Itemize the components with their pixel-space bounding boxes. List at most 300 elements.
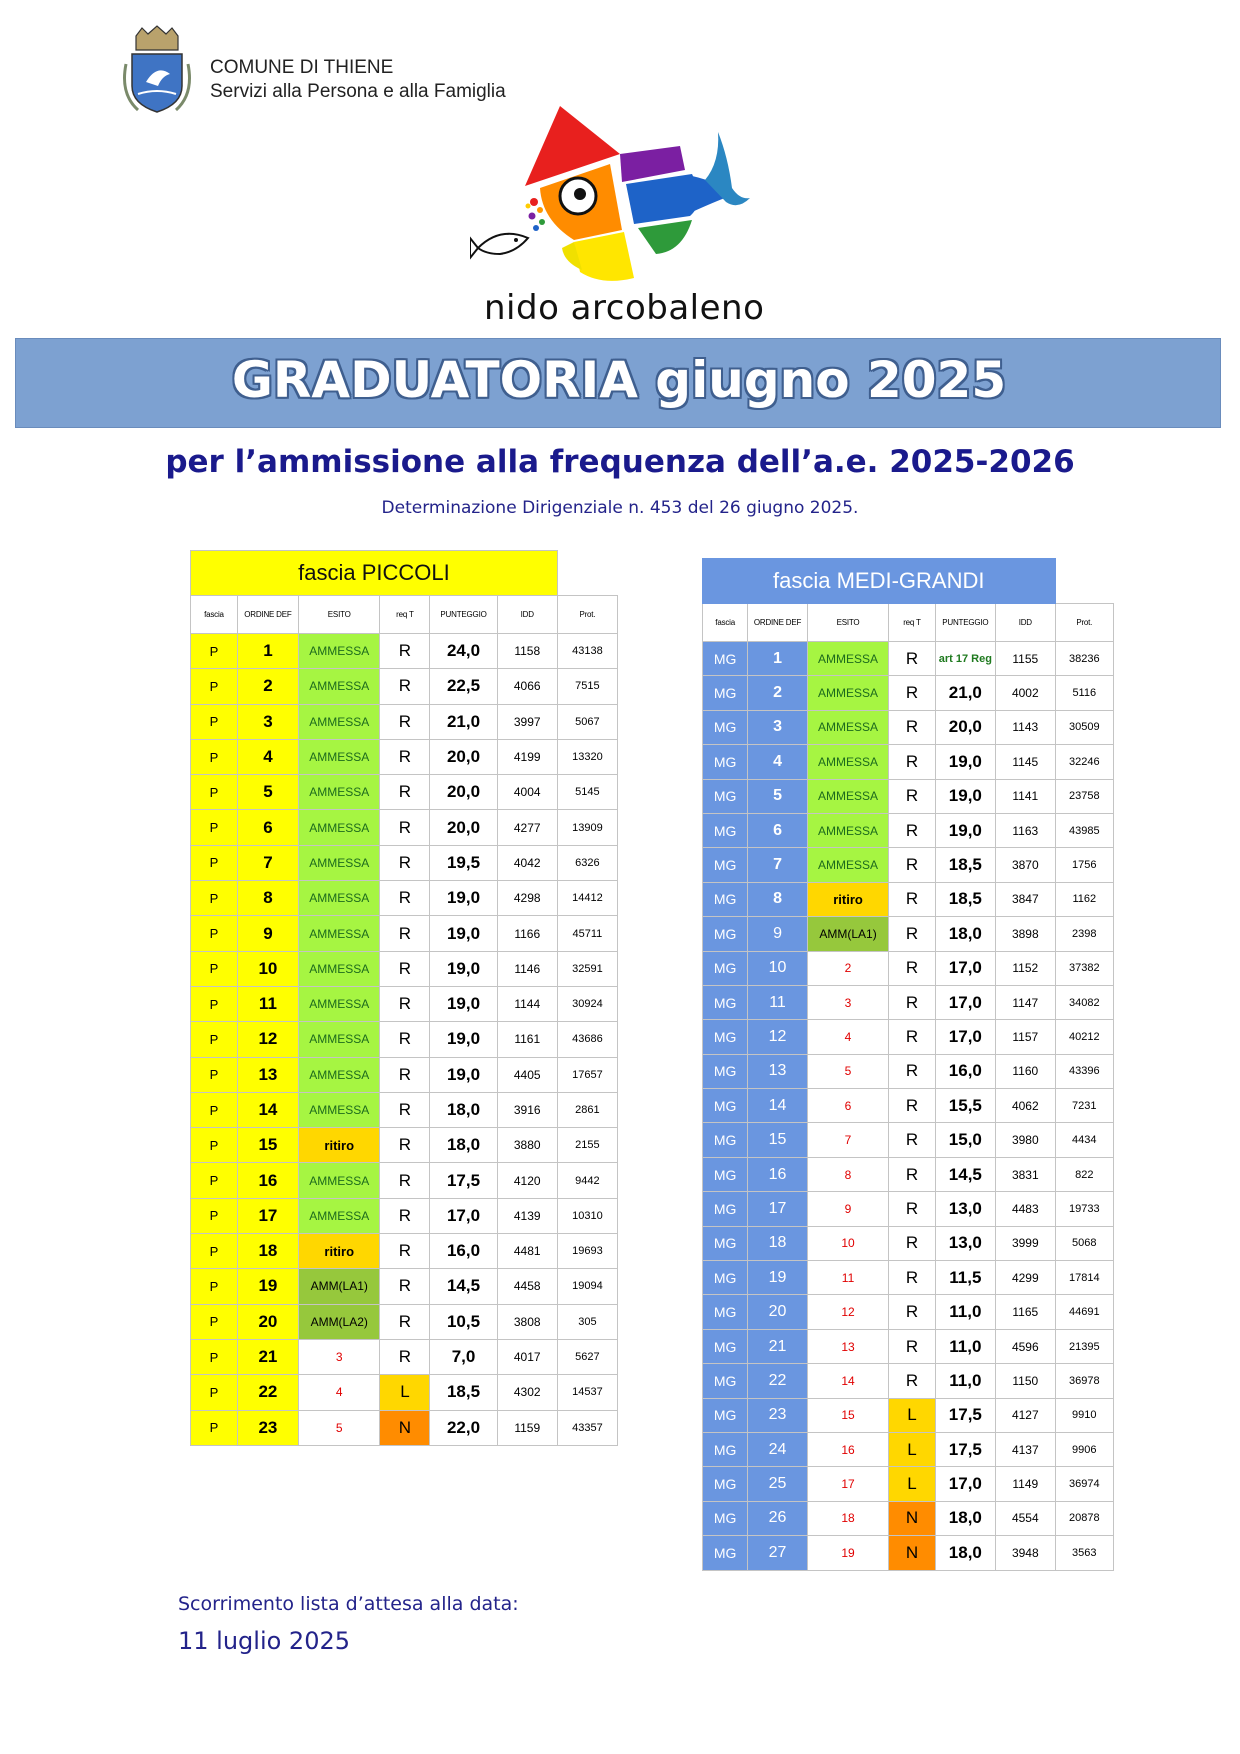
cell-prot: 822 [1055, 1157, 1113, 1191]
cell-prot: 1162 [1055, 882, 1113, 916]
cell-esito: AMMESSA [298, 1092, 380, 1127]
cell-req: R [889, 1020, 935, 1054]
cell-punteggio: 18,0 [430, 1092, 497, 1127]
cell-ordine: 23 [237, 1410, 298, 1445]
cell-punteggio: 17,0 [935, 1467, 995, 1501]
cell-prot: 43357 [557, 1410, 617, 1445]
cell-ordine: 24 [748, 1432, 807, 1466]
cell-punteggio: 24,0 [430, 634, 497, 669]
cell-punteggio: 20,0 [935, 710, 995, 744]
table-row [703, 813, 1114, 847]
cell-idd: 3898 [996, 917, 1055, 951]
cell-punteggio: 18,5 [935, 848, 995, 882]
table-row [703, 1501, 1114, 1535]
cell-idd: 1157 [996, 1020, 1055, 1054]
col-header-prot: Prot. [1055, 604, 1113, 642]
cell-esito: AMM(LA2) [298, 1304, 380, 1339]
cell-idd: 4062 [996, 1089, 1055, 1123]
cell-req: R [380, 951, 430, 986]
cell-req: R [889, 813, 935, 847]
cell-req: R [380, 669, 430, 704]
col-header-ordine: ORDINE DEF [748, 604, 807, 642]
cell-ordine: 6 [237, 810, 298, 845]
cell-punteggio: 10,5 [430, 1304, 497, 1339]
table-row [703, 642, 1114, 676]
cell-idd: 1146 [497, 951, 557, 986]
cell-esito: ritiro [807, 882, 889, 916]
cell-esito: 17 [807, 1467, 889, 1501]
cell-prot: 34082 [1055, 985, 1113, 1019]
cell-idd: 4554 [996, 1501, 1055, 1535]
cell-fascia: MG [703, 1364, 748, 1398]
cell-ordine: 11 [237, 986, 298, 1021]
cell-esito: AMMESSA [298, 810, 380, 845]
cell-prot: 5068 [1055, 1226, 1113, 1260]
cell-punteggio: 19,0 [430, 916, 497, 951]
cell-esito: 4 [807, 1020, 889, 1054]
cell-esito: AMMESSA [298, 669, 380, 704]
cell-idd: 3831 [996, 1157, 1055, 1191]
col-header-punteggio: PUNTEGGIO [430, 596, 497, 634]
col-header-idd: IDD [996, 604, 1055, 642]
cell-idd: 4298 [497, 881, 557, 916]
cell-fascia: MG [703, 1536, 748, 1570]
cell-esito: AMMESSA [298, 916, 380, 951]
cell-idd: 3997 [497, 704, 557, 739]
cell-prot: 6326 [557, 845, 617, 880]
cell-fascia: P [191, 986, 238, 1021]
table-row [703, 1467, 1114, 1501]
cell-req: R [380, 916, 430, 951]
cell-esito: 19 [807, 1536, 889, 1570]
cell-prot: 5067 [557, 704, 617, 739]
cell-prot: 4434 [1055, 1123, 1113, 1157]
cell-esito: AMMESSA [298, 739, 380, 774]
cell-fascia: MG [703, 882, 748, 916]
cell-punteggio: art 17 Reg [935, 642, 995, 676]
cell-ordine: 16 [237, 1163, 298, 1198]
cell-ordine: 4 [237, 739, 298, 774]
table-row [703, 1329, 1114, 1363]
cell-esito: AMMESSA [807, 848, 889, 882]
cell-idd: 3980 [996, 1123, 1055, 1157]
cell-ordine: 21 [237, 1339, 298, 1374]
cell-req: L [889, 1467, 935, 1501]
cell-fascia: P [191, 1128, 238, 1163]
cell-esito: AMMESSA [298, 1198, 380, 1233]
cell-ordine: 10 [748, 951, 807, 985]
cell-punteggio: 20,0 [430, 810, 497, 845]
cell-idd: 4017 [497, 1339, 557, 1374]
cell-fascia: MG [703, 745, 748, 779]
cell-ordine: 9 [237, 916, 298, 951]
cell-ordine: 8 [748, 882, 807, 916]
cell-esito: 16 [807, 1432, 889, 1466]
cell-req: R [380, 1269, 430, 1304]
table-row [703, 1157, 1114, 1191]
cell-esito: 14 [807, 1364, 889, 1398]
cell-fascia: MG [703, 917, 748, 951]
cell-fascia: MG [703, 985, 748, 1019]
cell-fascia: P [191, 1304, 238, 1339]
cell-idd: 1155 [996, 642, 1055, 676]
table-row [703, 1192, 1114, 1226]
cell-req: R [889, 1261, 935, 1295]
cell-punteggio: 16,0 [430, 1234, 497, 1269]
table-row [703, 951, 1114, 985]
table-row [191, 1128, 618, 1163]
cell-prot: 37382 [1055, 951, 1113, 985]
cell-fascia: MG [703, 951, 748, 985]
cell-idd: 3870 [996, 848, 1055, 882]
cell-prot: 36978 [1055, 1364, 1113, 1398]
col-header-esito: ESITO [807, 604, 889, 642]
cell-req: L [380, 1375, 430, 1410]
cell-fascia: P [191, 1375, 238, 1410]
cell-punteggio: 19,0 [935, 745, 995, 779]
cell-fascia: P [191, 1234, 238, 1269]
cell-idd: 4302 [497, 1375, 557, 1410]
cell-req: R [380, 810, 430, 845]
cell-fascia: MG [703, 1329, 748, 1363]
cell-esito: 6 [807, 1089, 889, 1123]
cell-ordine: 21 [748, 1329, 807, 1363]
col-header-esito: ESITO [298, 596, 380, 634]
cell-idd: 4299 [996, 1261, 1055, 1295]
col-header-idd: IDD [497, 596, 557, 634]
cell-fascia: MG [703, 1192, 748, 1226]
cell-esito: AMMESSA [298, 845, 380, 880]
cell-req: R [889, 1192, 935, 1226]
cell-ordine: 20 [748, 1295, 807, 1329]
cell-prot: 7515 [557, 669, 617, 704]
cell-esito: AMMESSA [807, 779, 889, 813]
cell-fascia: MG [703, 1467, 748, 1501]
cell-ordine: 14 [237, 1092, 298, 1127]
cell-esito: AMM(LA1) [807, 917, 889, 951]
cell-fascia: P [191, 881, 238, 916]
cell-punteggio: 19,0 [430, 986, 497, 1021]
cell-req: N [889, 1536, 935, 1570]
cell-idd: 1149 [996, 1467, 1055, 1501]
cell-fascia: MG [703, 642, 748, 676]
cell-idd: 4042 [497, 845, 557, 880]
cell-req: R [889, 642, 935, 676]
cell-req: R [889, 917, 935, 951]
cell-idd: 4139 [497, 1198, 557, 1233]
table-row [703, 1536, 1114, 1570]
cell-punteggio: 18,0 [935, 917, 995, 951]
cell-punteggio: 19,5 [430, 845, 497, 880]
table-row [703, 1054, 1114, 1088]
cell-idd: 1145 [996, 745, 1055, 779]
cell-prot: 44691 [1055, 1295, 1113, 1329]
cell-prot: 30924 [557, 986, 617, 1021]
cell-esito: AMMESSA [807, 642, 889, 676]
cell-esito: AMMESSA [298, 775, 380, 810]
cell-punteggio: 17,5 [430, 1163, 497, 1198]
cell-prot: 32246 [1055, 745, 1113, 779]
cell-prot: 9906 [1055, 1432, 1113, 1466]
table-row [191, 739, 618, 774]
cell-esito: 3 [807, 985, 889, 1019]
cell-esito: 10 [807, 1226, 889, 1260]
table-row [703, 1432, 1114, 1466]
cell-ordine: 18 [748, 1226, 807, 1260]
table-row [703, 985, 1114, 1019]
cell-req: R [889, 1329, 935, 1363]
cell-idd: 1161 [497, 1022, 557, 1057]
col-header-punteggio: PUNTEGGIO [935, 604, 995, 642]
cell-fascia: MG [703, 676, 748, 710]
cell-req: R [889, 1089, 935, 1123]
cell-fascia: P [191, 1022, 238, 1057]
cell-punteggio: 17,5 [935, 1398, 995, 1432]
cell-esito: 12 [807, 1295, 889, 1329]
cell-punteggio: 14,5 [935, 1157, 995, 1191]
cell-prot: 5627 [557, 1339, 617, 1374]
cell-idd: 3999 [996, 1226, 1055, 1260]
cell-fascia: MG [703, 1089, 748, 1123]
title-banner [15, 338, 1221, 428]
cell-prot: 1756 [1055, 848, 1113, 882]
table-row [191, 669, 618, 704]
cell-req: R [380, 881, 430, 916]
cell-prot: 43985 [1055, 813, 1113, 847]
cell-ordine: 20 [237, 1304, 298, 1339]
col-header-fascia: fascia [703, 604, 748, 642]
cell-fascia: P [191, 739, 238, 774]
table-row [703, 676, 1114, 710]
cell-prot: 19733 [1055, 1192, 1113, 1226]
cell-punteggio: 18,0 [935, 1536, 995, 1570]
cell-ordine: 15 [748, 1123, 807, 1157]
table-piccoli [190, 550, 618, 1446]
table-row [191, 881, 618, 916]
cell-req: R [380, 739, 430, 774]
cell-esito: AMMESSA [298, 634, 380, 669]
cell-prot: 7231 [1055, 1089, 1113, 1123]
cell-req: R [889, 848, 935, 882]
cell-esito: AMMESSA [298, 1163, 380, 1198]
cell-fascia: P [191, 845, 238, 880]
cell-punteggio: 20,0 [430, 775, 497, 810]
cell-punteggio: 21,0 [935, 676, 995, 710]
cell-idd: 3948 [996, 1536, 1055, 1570]
cell-idd: 3880 [497, 1128, 557, 1163]
table-row [703, 1398, 1114, 1432]
cell-prot: 13909 [557, 810, 617, 845]
cell-punteggio: 18,0 [430, 1128, 497, 1163]
cell-punteggio: 15,0 [935, 1123, 995, 1157]
table-row [703, 1020, 1114, 1054]
cell-prot: 43686 [557, 1022, 617, 1057]
cell-prot: 14537 [557, 1375, 617, 1410]
cell-esito: 7 [807, 1123, 889, 1157]
cell-prot: 43138 [557, 634, 617, 669]
cell-idd: 4483 [996, 1192, 1055, 1226]
cell-punteggio: 21,0 [430, 704, 497, 739]
cell-punteggio: 19,0 [935, 813, 995, 847]
cell-fascia: P [191, 951, 238, 986]
cell-fascia: MG [703, 813, 748, 847]
cell-idd: 1144 [497, 986, 557, 1021]
cell-idd: 1150 [996, 1364, 1055, 1398]
cell-fascia: MG [703, 848, 748, 882]
cell-fascia: MG [703, 1157, 748, 1191]
cell-esito: AMMESSA [807, 813, 889, 847]
servizi-name: Servizi alla Persona e alla Famiglia [210, 81, 506, 102]
cell-punteggio: 17,5 [935, 1432, 995, 1466]
cell-req: R [380, 634, 430, 669]
cell-idd: 1163 [996, 813, 1055, 847]
cell-ordine: 27 [748, 1536, 807, 1570]
cell-fascia: MG [703, 1123, 748, 1157]
cell-punteggio: 19,0 [430, 881, 497, 916]
cell-ordine: 19 [237, 1269, 298, 1304]
cell-req: R [380, 1057, 430, 1092]
cell-fascia: P [191, 1339, 238, 1374]
cell-req: R [889, 1364, 935, 1398]
table-row [191, 951, 618, 986]
cell-idd: 1141 [996, 779, 1055, 813]
cell-punteggio: 11,0 [935, 1329, 995, 1363]
cell-esito: AMMESSA [298, 704, 380, 739]
cell-req: R [889, 882, 935, 916]
cell-ordine: 3 [748, 710, 807, 744]
page-subtitle: per l’ammissione alla frequenza dell’a.e. 2025-2026 [165, 444, 1075, 480]
table-medigrandi [702, 558, 1114, 1571]
table-row [703, 710, 1114, 744]
comune-header [210, 56, 506, 104]
cell-prot: 36974 [1055, 1467, 1113, 1501]
cell-esito: AMMESSA [298, 1022, 380, 1057]
cell-idd: 4137 [996, 1432, 1055, 1466]
cell-req: R [380, 1234, 430, 1269]
cell-prot: 305 [557, 1304, 617, 1339]
table-row [191, 986, 618, 1021]
cell-punteggio: 20,0 [430, 739, 497, 774]
table-row [191, 634, 618, 669]
cell-idd: 4277 [497, 810, 557, 845]
cell-punteggio: 13,0 [935, 1226, 995, 1260]
table-row [703, 1089, 1114, 1123]
cell-ordine: 2 [748, 676, 807, 710]
cell-fascia: P [191, 775, 238, 810]
cell-punteggio: 22,0 [430, 1410, 497, 1445]
cell-esito: ritiro [298, 1234, 380, 1269]
cell-fascia: P [191, 1092, 238, 1127]
cell-prot: 45711 [557, 916, 617, 951]
cell-ordine: 12 [748, 1020, 807, 1054]
cell-ordine: 12 [237, 1022, 298, 1057]
cell-req: R [889, 951, 935, 985]
cell-fascia: P [191, 669, 238, 704]
cell-fascia: MG [703, 1398, 748, 1432]
cell-punteggio: 17,0 [935, 1020, 995, 1054]
table-row [191, 1304, 618, 1339]
cell-esito: 2 [807, 951, 889, 985]
cell-idd: 1159 [497, 1410, 557, 1445]
cell-ordine: 8 [237, 881, 298, 916]
table-row [191, 1375, 618, 1410]
table-row [703, 1226, 1114, 1260]
cell-punteggio: 19,0 [430, 1057, 497, 1092]
cell-idd: 4458 [497, 1269, 557, 1304]
cell-ordine: 26 [748, 1501, 807, 1535]
cell-prot: 19094 [557, 1269, 617, 1304]
cell-prot: 5116 [1055, 676, 1113, 710]
caption-piccoli: fascia PICCOLI [191, 551, 558, 596]
cell-req: R [380, 1339, 430, 1374]
comune-crest-icon [118, 24, 196, 116]
cell-fascia: MG [703, 710, 748, 744]
table-row [703, 882, 1114, 916]
cell-idd: 4405 [497, 1057, 557, 1092]
cell-esito: AMMESSA [807, 710, 889, 744]
cell-punteggio: 18,0 [935, 1501, 995, 1535]
cell-prot: 17814 [1055, 1261, 1113, 1295]
cell-req: R [380, 1304, 430, 1339]
cell-idd: 3916 [497, 1092, 557, 1127]
table-row [191, 1339, 618, 1374]
cell-fascia: P [191, 1269, 238, 1304]
cell-ordine: 22 [237, 1375, 298, 1410]
cell-prot: 13320 [557, 739, 617, 774]
table-row [703, 1295, 1114, 1329]
cell-req: R [889, 1295, 935, 1329]
cell-ordine: 18 [237, 1234, 298, 1269]
cell-punteggio: 19,0 [935, 779, 995, 813]
cell-fascia: MG [703, 1501, 748, 1535]
scorrimento-label: Scorrimento lista d’attesa alla data: [178, 1593, 519, 1615]
table-row [191, 1057, 618, 1092]
cell-ordine: 4 [748, 745, 807, 779]
cell-ordine: 3 [237, 704, 298, 739]
cell-req: L [889, 1398, 935, 1432]
cell-esito: AMMESSA [807, 676, 889, 710]
cell-esito: 3 [298, 1339, 380, 1374]
cell-idd: 3808 [497, 1304, 557, 1339]
cell-idd: 3847 [996, 882, 1055, 916]
cell-ordine: 22 [748, 1364, 807, 1398]
cell-prot: 23758 [1055, 779, 1113, 813]
table-row [703, 779, 1114, 813]
cell-req: N [380, 1410, 430, 1445]
cell-fascia: MG [703, 1261, 748, 1295]
table-row [191, 845, 618, 880]
cell-ordine: 7 [748, 848, 807, 882]
cell-prot: 43396 [1055, 1054, 1113, 1088]
cell-ordine: 25 [748, 1467, 807, 1501]
cell-ordine: 6 [748, 813, 807, 847]
cell-punteggio: 16,0 [935, 1054, 995, 1088]
col-header-req: req T [889, 604, 935, 642]
cell-esito: AMMESSA [807, 745, 889, 779]
cell-esito: 5 [298, 1410, 380, 1445]
table-row [703, 1364, 1114, 1398]
table-row [191, 1163, 618, 1198]
cell-req: R [380, 1163, 430, 1198]
cell-req: R [889, 710, 935, 744]
cell-fascia: P [191, 704, 238, 739]
cell-punteggio: 15,5 [935, 1089, 995, 1123]
col-header-req: req T [380, 596, 430, 634]
cell-prot: 2861 [557, 1092, 617, 1127]
cell-prot: 9910 [1055, 1398, 1113, 1432]
cell-ordine: 9 [748, 917, 807, 951]
cell-req: R [889, 779, 935, 813]
